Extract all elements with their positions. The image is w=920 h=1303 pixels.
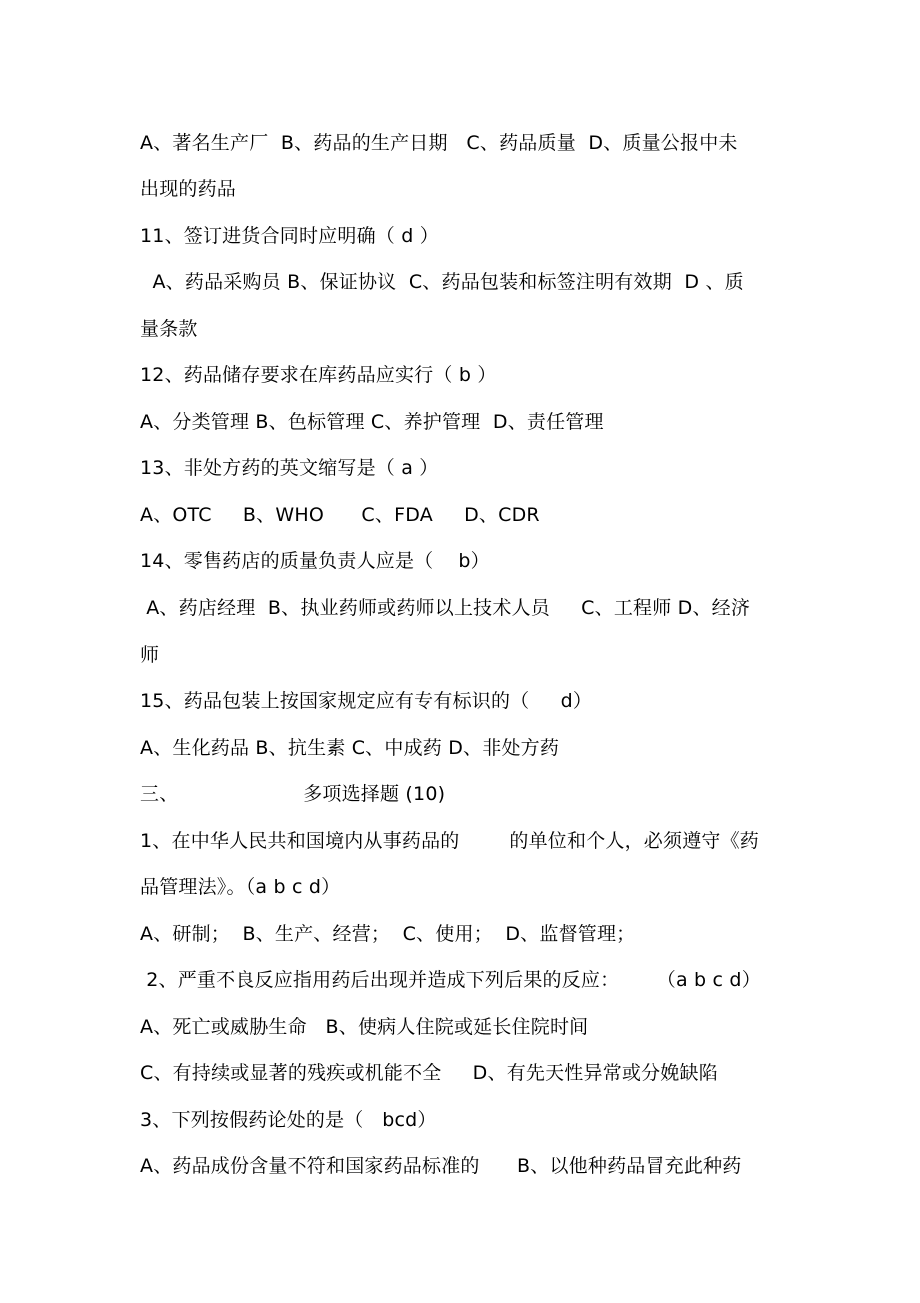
text-line: A、分类管理 B、色标管理 C、养护管理 D、责任管理 xyxy=(140,411,604,433)
text-line: 品管理法》。（a b c d） xyxy=(140,876,341,898)
text-line: A、生化药品 B、抗生素 C、中成药 D、非处方药 xyxy=(140,737,560,759)
text-line: A、研制； B、生产、经营； C、使用； D、监督管理； xyxy=(140,923,636,945)
text-line: C、有持续或显著的残疾或机能不全 D、有先天性异常或分娩缺陷 xyxy=(140,1062,718,1084)
text-line: A、药品成份含量不符和国家药品标准的 B、以他种药品冒充此种药 xyxy=(140,1155,742,1177)
question-14: 14、零售药店的质量负责人应是（ b） xyxy=(140,550,490,572)
question-13: 13、非处方药的英文缩写是（ a ） xyxy=(140,457,439,479)
text-line: 出现的药品 xyxy=(140,178,237,200)
text-line: 量条款 xyxy=(140,318,198,340)
text-line: A、死亡或威胁生命 B、使病人住院或延长住院时间 xyxy=(140,1016,589,1038)
section-heading: 三、 多项选择题 (10) xyxy=(140,783,446,805)
question-3: 3、下列按假药论处的是（ bcd） xyxy=(140,1109,437,1131)
text-line: A、著名生产厂 B、药品的生产日期 C、药品质量 D、质量公报中未 xyxy=(140,132,738,154)
question-2: 2、严重不良反应指用药后出现并造成下列后果的反应： （a b c d） xyxy=(140,969,761,991)
text-line: A、药品采购员 B、保证协议 C、药品包装和标签注明有效期 D 、质 xyxy=(140,271,744,293)
question-12: 12、药品储存要求在库药品应实行（ b ） xyxy=(140,364,497,386)
question-11: 11、签订进货合同时应明确（ d ） xyxy=(140,225,439,247)
text-line: A、OTC B、WHO C、FDA D、CDR xyxy=(140,504,540,526)
text-line: 师 xyxy=(140,644,160,666)
question-15: 15、药品包装上按国家规定应有专有标识的（ d） xyxy=(140,690,593,712)
text-line: A、药店经理 B、执业药师或药师以上技术人员 C、工程师 D、经济 xyxy=(140,597,751,619)
question-1: 1、在中华人民共和国境内从事药品的 的单位和个人，必须遵守《药 xyxy=(140,830,760,852)
